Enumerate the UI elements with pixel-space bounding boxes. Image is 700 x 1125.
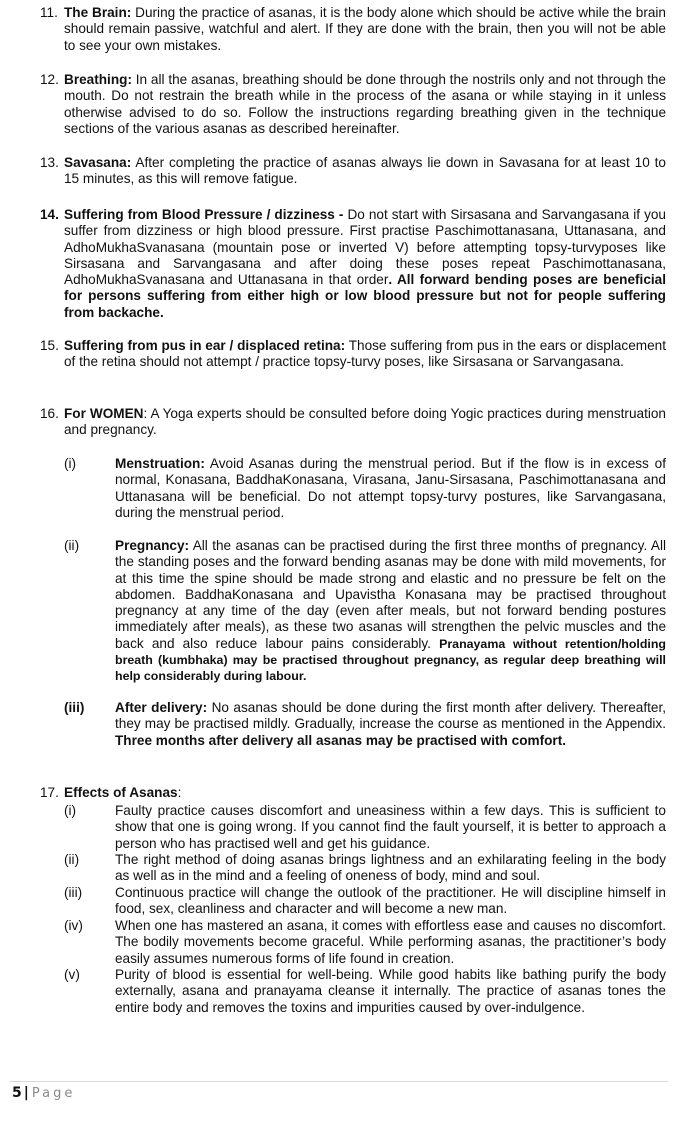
item-body <box>64 207 666 321</box>
sub-item-body <box>115 538 666 685</box>
item-body <box>64 338 666 371</box>
item-number: 14. <box>40 207 59 222</box>
sub-item-emphasis: Pranayama without retention/holding breath (kumbhaka) may be practised throughout pregnancy, as regular deep breathing will help considerably during labour. <box>115 636 666 684</box>
list-item-13 <box>40 155 666 188</box>
sub-item-menstruation <box>64 456 666 521</box>
item-title: Breathing: <box>64 72 132 87</box>
item-title: Effects of Asanas <box>64 785 178 800</box>
sub-item-body <box>115 456 666 521</box>
sub-item-title: Pregnancy: <box>115 538 190 553</box>
sub-item-label: (i) <box>64 803 77 818</box>
sub-item-after-delivery <box>64 700 666 749</box>
sub-item-text: Continuous practice will change the outlook of the practitioner. He will discipline himself in food, sex, cleanliness and character and will become a new man. <box>115 885 666 917</box>
item-text: : A Yoga experts should be consulted before doing Yogic practices during menstruation and pregnancy. <box>64 406 666 438</box>
sub-item-pregnancy <box>64 538 666 685</box>
sub-item-body <box>115 700 666 749</box>
sub-item-effect-1 <box>64 803 666 852</box>
sub-item-effect-5 <box>64 967 666 1016</box>
sub-item-text: Avoid Asanas during the menstrual period. But if the flow is in excess of normal, Konasana, BaddhaKonasana, Virasana, Janu-Sirsasana, Paschimottanasana and Uttanasana will be beneficial. Do not attempt topsy-turvy postures, like Sarvangasana, during the menstrual period. <box>115 456 666 520</box>
sub-item-text: Faulty practice causes discomfort and uneasiness within a few days. This is sufficient to show that one is going wrong. If you cannot find the fault yourself, it is better to approach a person who has practised well and get his guidance. <box>115 803 666 851</box>
item-text: During the practice of asanas, it is the body alone which should be active while the brain should remain passive, watchful and alert. If they are done with the brain, then you will not be able to see your own mistakes. <box>64 5 666 53</box>
item-body <box>64 5 666 54</box>
item-emphasis: . All forward bending poses are beneficial for persons suffering from either high or low blood pressure but not for people suffering from backache. <box>64 272 666 320</box>
item-title: Suffering from pus in ear / displaced retina: <box>64 338 346 353</box>
sub-item-effect-4 <box>64 918 666 967</box>
sub-item-effect-2 <box>64 852 666 885</box>
sub-item-emphasis: Three months after delivery all asanas may be practised with comfort. <box>115 732 567 748</box>
item-body <box>64 785 666 801</box>
sub-item-label: (v) <box>64 967 80 982</box>
item-title: Suffering from Blood Pressure / dizziness - <box>64 207 344 222</box>
sub-item-text: The right method of doing asanas brings lightness and an exhilarating feeling in the body as well as in the mind and a feeling of oneness of body, mind and soul. <box>115 852 666 884</box>
item-body <box>64 406 666 439</box>
sub-item-text: No asanas should be done during the first month after delivery. Thereafter, they may be practised mildly. Gradually, increase the course as mentioned in the Appendix. <box>115 700 666 732</box>
item-text: After completing the practice of asanas always lie down in Savasana for at least 10 to 15 minutes, as this will remove fatigue. <box>64 155 666 187</box>
item-text: In all the asanas, breathing should be done through the nostrils only and not through the mouth. Do not restrain the breath while in the process of the asana or while staying in it unless otherwise advised to do so. Follow the instructions regarding breathing given in the technique sections of the various asanas as described hereinafter. <box>64 72 666 136</box>
list-item-12 <box>40 72 666 137</box>
sub-item-label: (ii) <box>64 538 80 553</box>
item-text: : <box>177 785 182 800</box>
list-item-11 <box>40 5 666 54</box>
page-number: 5 <box>12 1085 22 1101</box>
item-text: Do not start with Sirsasana and Sarvangasana if you suffer from dizziness or high blood pressure. First practise Paschimottanasana, Uttanasana, and AdhoMukhaSvanasana (mountain pose or inverted V) before attempting topsy-turvyposes like Sirsasana and Sarvangasana and after doing these poses repeat Paschimottanasana, AdhoMukhaSvanasana and Uttanasana in that order <box>64 207 666 288</box>
item-number: 13. <box>40 155 59 170</box>
item-title: The Brain: <box>64 5 132 20</box>
list-item-14 <box>40 207 666 321</box>
item-title: For WOMEN <box>64 406 144 421</box>
sub-item-label: (iii) <box>64 700 85 715</box>
page-label: Page <box>31 1086 76 1101</box>
item-text: Those suffering from pus in the ears or displacement of the retina should not attempt / practice topsy-turvy poses, like Sirsasana or Sarvangasana. <box>64 338 666 370</box>
item-body <box>64 155 666 188</box>
sub-item-title: Menstruation: <box>115 456 205 471</box>
footer-divider <box>10 1081 668 1082</box>
page-footer <box>12 1084 75 1103</box>
sub-item-label: (iii) <box>64 885 83 900</box>
sub-item-text: When one has mastered an asana, it comes with effortless ease and causes no discomfort. The bodily movements become graceful. While performing asanas, the practitioner’s body easily assumes numerous forms of life found in creation. <box>115 918 666 966</box>
item-number: 15. <box>40 338 59 353</box>
sub-item-text: Purity of blood is essential for well-being. While good habits like bathing purify the body externally, asana and pranayama cleanse it internally. The practice of asanas tones the entire body and removes the toxins and impurities caused by over-indulgence. <box>115 967 666 1015</box>
item-number: 17. <box>40 785 59 800</box>
item-number: 12. <box>40 72 59 87</box>
item-number: 11. <box>40 5 58 20</box>
sub-item-title: After delivery: <box>115 700 208 715</box>
list-item-17 <box>40 785 666 801</box>
item-title: Savasana: <box>64 155 132 170</box>
sub-item-text: All the asanas can be practised during the first three months of pregnancy. All the standing poses and the forward bending asanas may be done with mild movements, for at this time the spine should be made strong and elastic and no pressure be felt on the abdomen. BaddhaKonasana and Upavistha Konasana may be practised throughout pregnancy at any time of the day (even after meals, but not forward bending postures immediately after meals), as these two asanas will strengthen the pelvic muscles and the back and also reduce labour pains considerably. <box>115 538 666 651</box>
item-body <box>64 72 666 137</box>
item-number: 16. <box>40 406 59 421</box>
sub-item-label: (i) <box>64 456 77 471</box>
sub-item-label: (iv) <box>64 918 83 933</box>
list-item-16 <box>40 406 666 439</box>
sub-item-label: (ii) <box>64 852 80 867</box>
footer-separator: | <box>23 1085 29 1101</box>
sub-item-effect-3 <box>64 885 666 918</box>
list-item-15 <box>40 338 666 371</box>
